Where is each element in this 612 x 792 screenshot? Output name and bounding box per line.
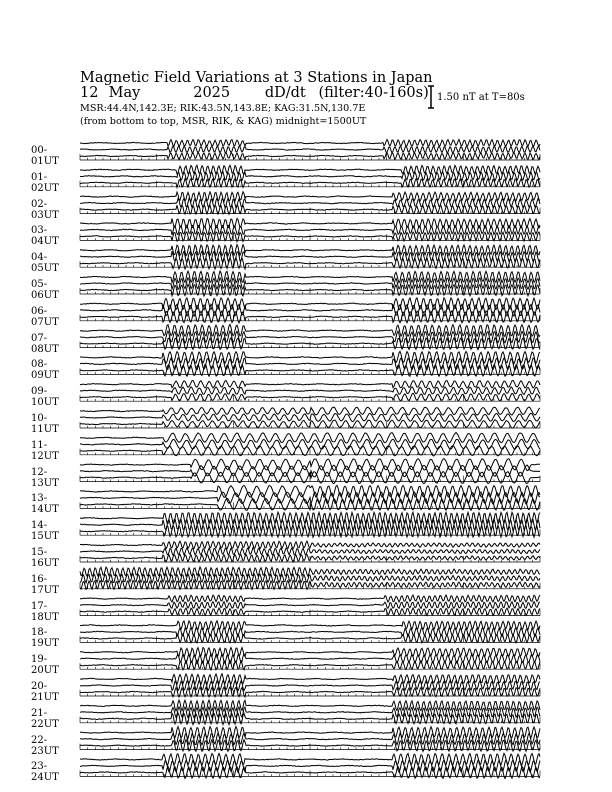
- row-label-06-07UT: 06-07UT: [31, 305, 59, 328]
- trace-RIK: [80, 654, 540, 664]
- row-label-10-11UT: 10-11UT: [31, 413, 59, 435]
- row-label-16-17UT: 16-17UT: [31, 573, 59, 596]
- trace-RIK: [80, 225, 540, 235]
- trace-KAG: [80, 381, 540, 389]
- row-label-13-14UT: 13-14UT: [31, 493, 59, 516]
- chart-title: Magnetic Field Variations at 3 Stations in Japan: [80, 70, 433, 86]
- row-label-09-10UT: 09-10UT: [31, 386, 59, 409]
- minute-ticks: [80, 208, 540, 214]
- row-label-08-09UT: 08-09UT: [31, 359, 59, 382]
- trace-KAG: [80, 351, 540, 363]
- row-label-05-06UT: 05-06UT: [31, 279, 59, 301]
- trace-KAG: [80, 674, 540, 684]
- trace-RIK: [80, 760, 540, 772]
- trace-KAG: [80, 271, 540, 283]
- minute-ticks: [80, 181, 540, 187]
- trace-KAG: [80, 727, 540, 739]
- trace-RIK: [80, 465, 540, 477]
- order-note: (from bottom to top, MSR, RIK, & KAG) midnight=1500UT: [80, 116, 367, 127]
- date-month: May: [108, 85, 141, 101]
- trace-RIK: [80, 492, 540, 504]
- minute-ticks: [80, 449, 540, 455]
- row-label-11-12UT: 11-12UT: [31, 439, 59, 462]
- trace-RIK: [80, 413, 540, 421]
- row-label-14-15UT: 14-15UT: [31, 520, 59, 543]
- date-year: 2025: [193, 85, 231, 101]
- trace-KAG: [80, 512, 540, 524]
- trace-RIK: [80, 251, 540, 262]
- stations-label: MSR:44.4N,142.3E; RIK:43.5N,143.8E; KAG:31.5N,130.7E: [80, 103, 366, 114]
- trace-KAG: [80, 325, 540, 337]
- scale-bar: [428, 86, 434, 108]
- row-label-17-18UT: 17-18UT: [31, 600, 59, 623]
- trace-RIK: [80, 602, 540, 609]
- row-label-23-24UT: 23-24UT: [31, 761, 59, 784]
- trace-RIK: [80, 627, 540, 636]
- row-label-07-08UT: 07-08UT: [31, 332, 59, 355]
- trace-KAG: [80, 595, 540, 602]
- row-label-02-03UT: 02-03UT: [31, 198, 59, 221]
- date-day: 12: [80, 85, 99, 101]
- row-label-12-13UT: 12-13UT: [31, 466, 59, 489]
- trace-KAG: [80, 407, 540, 415]
- trace-RIK: [80, 681, 540, 691]
- row-label-04-05UT: 04-05UT: [31, 252, 59, 275]
- trace-KAG: [80, 219, 540, 229]
- filter-label: (filter:40-160s): [318, 85, 429, 101]
- trace-KAG: [80, 298, 540, 310]
- row-label-00-01UT: 00-01UT: [31, 145, 59, 167]
- minute-ticks: [80, 395, 540, 401]
- trace-KAG: [80, 192, 540, 202]
- row-label-15-16UT: 15-16UT: [31, 547, 59, 569]
- trace-KAG: [80, 753, 540, 765]
- row-label-03-04UT: 03-04UT: [31, 225, 59, 248]
- trace-RIK: [80, 146, 540, 153]
- trace-KAG: [80, 621, 540, 630]
- trace-KAG: [80, 165, 540, 174]
- row-label-22-23UT: 22-23UT: [31, 734, 59, 757]
- quantity-label: dD/dt: [264, 85, 306, 101]
- row-label-19-20UT: 19-20UT: [31, 654, 59, 677]
- row-label-18-19UT: 18-19UT: [31, 627, 59, 650]
- trace-RIK: [80, 733, 540, 745]
- row-label-01-02UT: 01-02UT: [31, 171, 59, 194]
- trace-KAG: [80, 459, 540, 471]
- row-label-21-22UT: 21-22UT: [31, 707, 59, 730]
- trace-KAG: [80, 140, 540, 147]
- trace-RIK: [80, 548, 540, 556]
- minute-ticks: [80, 717, 540, 723]
- scale-bar-label: 1.50 nT at T=80s: [437, 92, 525, 103]
- trace-RIK: [80, 707, 540, 718]
- trace-KAG: [80, 541, 540, 549]
- row-label-20-21UT: 20-21UT: [31, 681, 59, 703]
